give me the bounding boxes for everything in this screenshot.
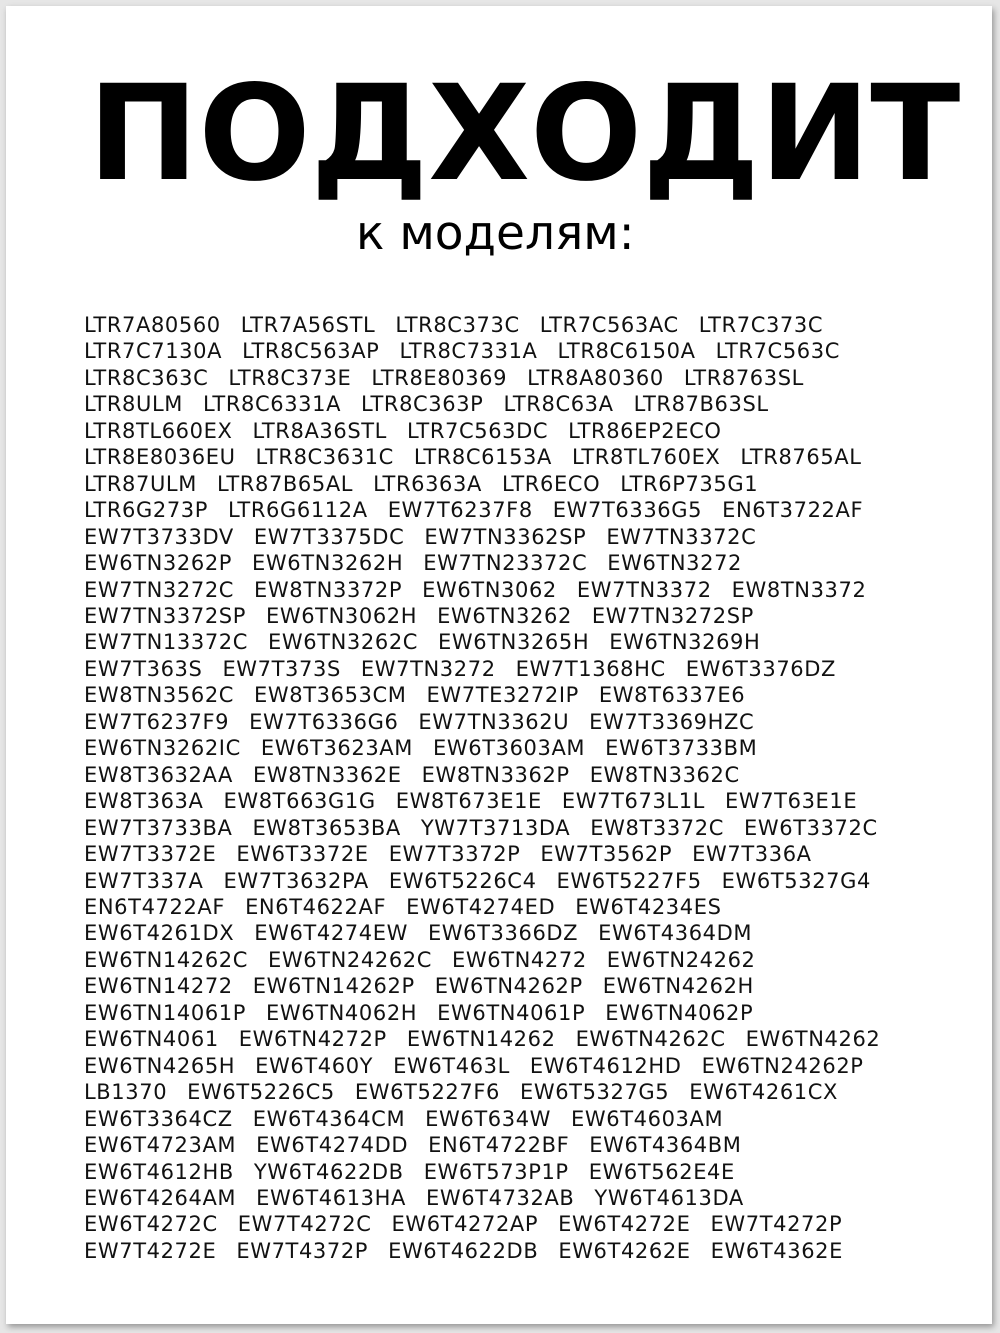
model-code: EW7T3372P	[388, 842, 521, 867]
model-code: EW7TN3362U	[418, 709, 570, 734]
model-code: EW6T634W	[425, 1106, 552, 1131]
model-line	[84, 920, 954, 946]
model-code: EW7T6336G5	[552, 498, 703, 523]
model-line	[84, 391, 954, 417]
model-code: EW6T3603AM	[433, 736, 586, 761]
model-code: EW6TN4262P	[434, 974, 583, 999]
model-code: EW7T4372P	[236, 1238, 369, 1263]
model-code: EW6TN4262	[745, 1027, 881, 1052]
model-line	[84, 338, 954, 364]
model-code: EW6TN4265H	[84, 1053, 236, 1078]
model-code: EW6T4264AM	[84, 1185, 237, 1210]
model-line	[84, 1238, 954, 1264]
model-code: EW7T63E1E	[724, 789, 858, 814]
model-code: EN6T4722AF	[84, 894, 226, 919]
model-code: EW6T3376DZ	[685, 656, 837, 681]
model-code: EW6T4272C	[84, 1212, 218, 1237]
model-code: EW6TN3265H	[438, 630, 590, 655]
model-code: EW8T3372C	[590, 815, 724, 840]
model-code: LTR6G6112A	[228, 498, 368, 523]
model-code: EW7T373S	[222, 656, 341, 681]
model-code: LTR7C373C	[698, 313, 824, 337]
model-code: LTR7C563C	[715, 339, 840, 364]
model-code: EW6T562E4E	[588, 1159, 735, 1184]
model-code: EW8T3653CM	[254, 683, 407, 708]
model-code: EW6TN24262	[606, 947, 756, 972]
model-code: EW7TN3272SP	[591, 603, 754, 628]
model-code: EW7TN3372SP	[84, 603, 246, 628]
model-code: EW6T4364DM	[598, 921, 753, 946]
model-code: EW6TN4262C	[575, 1027, 726, 1052]
model-code: LTR8A36STL	[252, 418, 387, 443]
model-code: EW8TN3372	[731, 577, 867, 602]
model-code: EW6T3364CZ	[84, 1106, 233, 1131]
model-code: EW6T3733BM	[605, 736, 758, 761]
model-code: LTR87B63SL	[633, 392, 769, 417]
model-code: EW6TN14262C	[84, 947, 248, 972]
model-code: EW6TN4062H	[266, 1000, 418, 1025]
model-code: EW6T5226C4	[388, 868, 537, 893]
model-code: YW6T4613DA	[594, 1185, 744, 1210]
model-code: EW6T4274EW	[254, 921, 408, 946]
model-code: EW7T1368HC	[515, 656, 666, 681]
model-code: EW6TN4272	[452, 947, 587, 972]
model-line	[84, 841, 954, 867]
model-code: EW6TN3262IC	[84, 736, 241, 761]
model-line	[84, 973, 954, 999]
model-line	[84, 1079, 954, 1105]
model-code: EW7T3375DC	[253, 524, 405, 549]
model-code: LTR6P735G1	[620, 471, 759, 496]
model-code: LTR7C7130A	[84, 339, 223, 364]
model-line	[84, 418, 954, 444]
model-line	[84, 788, 954, 814]
model-line	[84, 709, 954, 735]
model-code: EW6TN4272P	[238, 1027, 387, 1052]
model-code: EW6TN3262	[437, 603, 572, 628]
model-code: EW6T4732AB	[425, 1185, 575, 1210]
model-code: LTR8C363C	[84, 365, 209, 390]
model-code: EW7T3733BA	[84, 815, 233, 840]
model-code: LTR8C373C	[395, 313, 520, 337]
model-code: LTR86EP2ECO	[568, 418, 722, 443]
model-code: EW6TN14061P	[84, 1000, 246, 1025]
model-code: EW7TN3372C	[606, 524, 757, 549]
model-code: EW6T4364CM	[252, 1106, 406, 1131]
model-code: LTR8C63A	[503, 392, 614, 417]
model-code: LTR8TL660EX	[84, 418, 233, 443]
model-code: LTR7C563DC	[407, 418, 549, 443]
model-code: EW6TN3262C	[268, 630, 419, 655]
model-code: EW6T460Y	[255, 1053, 374, 1078]
model-code: EW6T4603AM	[571, 1106, 724, 1131]
model-code: LTR6ECO	[501, 471, 601, 496]
model-line	[84, 1185, 954, 1211]
model-line	[84, 524, 954, 550]
model-line	[84, 762, 954, 788]
model-code: EW6TN3062H	[265, 603, 418, 628]
model-code: EW8TN3362E	[252, 762, 402, 787]
model-code: EW8TN3362C	[589, 762, 740, 787]
model-line	[84, 497, 954, 523]
model-code: EW6T463L	[393, 1053, 510, 1078]
model-code: LTR8TL760EX	[571, 445, 721, 470]
model-code: EW6TN3269H	[609, 630, 761, 655]
model-code: LTR8ULM	[84, 392, 183, 417]
model-code: EW6TN14262	[406, 1027, 556, 1052]
model-code: EW6T3372C	[744, 815, 878, 840]
model-code: EW6TN3062	[422, 577, 557, 602]
model-code: EW6T4262E	[558, 1238, 691, 1263]
model-code: EW6T4261DX	[84, 921, 235, 946]
model-code: EW8T363A	[84, 789, 204, 814]
model-code: EW6T4612HB	[84, 1159, 234, 1184]
model-code: EW6T4234ES	[575, 894, 722, 919]
model-line	[84, 947, 954, 973]
model-code: LTR8C363P	[361, 392, 484, 417]
model-code: EW7TN3362SP	[424, 524, 587, 549]
model-code: LTR7A80560	[84, 313, 221, 337]
model-code: EW6T5327G5	[519, 1080, 670, 1105]
model-code: LTR87ULM	[84, 471, 197, 496]
model-code: EW6TN14262P	[252, 974, 415, 999]
model-line	[84, 1026, 954, 1052]
model-code: EW6T4723AM	[84, 1133, 237, 1158]
model-line	[84, 550, 954, 576]
model-code: EW6T4272AP	[391, 1212, 539, 1237]
model-code: EW7T673L1L	[561, 789, 705, 814]
model-line	[84, 1000, 954, 1026]
model-code: EW7TN13372C	[84, 630, 248, 655]
model-code: EW8T6337E6	[598, 683, 746, 708]
model-code: LTR8C373E	[228, 365, 352, 390]
model-code: LTR6363A	[373, 471, 482, 496]
model-code: LTR8E80369	[371, 365, 508, 390]
model-code: EW6T4362E	[710, 1238, 844, 1263]
model-line	[84, 1211, 954, 1237]
model-line	[84, 868, 954, 894]
model-line	[84, 471, 954, 497]
model-code: EW7TN3272	[360, 656, 496, 681]
model-code: EW6TN14272	[84, 974, 233, 999]
model-code: EW6TN3262P	[84, 551, 233, 576]
model-line	[84, 656, 954, 682]
model-code: EW7T3562P	[540, 842, 673, 867]
model-code: EW6TN4061	[84, 1027, 219, 1052]
model-code: EW8T3632AA	[84, 762, 233, 787]
model-code: EW7TE3272IP	[426, 683, 579, 708]
model-code: EN6T4622AF	[245, 894, 387, 919]
model-code: EW8T663G1G	[223, 789, 376, 814]
model-code: EW8TN3562C	[84, 683, 235, 708]
model-code: LTR8C6153A	[413, 445, 552, 470]
model-code: EW6TN24262C	[268, 947, 432, 972]
model-code: EW6T4613HA	[256, 1185, 406, 1210]
product-info-card	[6, 6, 992, 1324]
model-line	[84, 312, 954, 338]
model-line	[84, 682, 954, 708]
model-code: EW7T3369HZC	[589, 709, 755, 734]
model-code: EW8T673E1E	[395, 789, 542, 814]
model-code: LTR7A56STL	[240, 313, 376, 337]
model-code: LTR8C6150A	[557, 339, 696, 364]
model-code: EW6T3372E	[236, 842, 369, 867]
model-line	[84, 629, 954, 655]
model-code: LTR7C563AC	[539, 313, 679, 337]
model-line	[84, 735, 954, 761]
model-code: LTR8763SL	[683, 365, 804, 390]
model-line	[84, 1132, 954, 1158]
model-code: EW7T4272E	[84, 1238, 217, 1263]
model-code: LTR6G273P	[84, 498, 209, 523]
model-code: EW7TN3272C	[84, 577, 235, 602]
model-code: EW6T573P1P	[423, 1159, 569, 1184]
model-code: EW8T3653BA	[252, 815, 401, 840]
model-line	[84, 1106, 954, 1132]
model-code: EW7TN23372C	[423, 551, 588, 576]
model-line	[84, 444, 954, 470]
model-code: EW6T3366DZ	[427, 921, 579, 946]
model-code: EW7T337A	[84, 868, 204, 893]
model-code: EW6T4272E	[558, 1212, 691, 1237]
model-code: EW7T3632PA	[223, 868, 369, 893]
model-code: EW6TN3272	[607, 551, 742, 576]
model-code: EW6T4274ED	[406, 894, 556, 919]
model-code: EW7T6336G6	[249, 709, 399, 734]
model-line	[84, 815, 954, 841]
model-line	[84, 365, 954, 391]
model-code: EW6T4274DD	[256, 1133, 409, 1158]
model-code: EW7T6237F8	[387, 498, 533, 523]
model-line	[84, 894, 954, 920]
model-line	[84, 603, 954, 629]
model-code: EW6TN4262H	[602, 974, 754, 999]
model-code: EW6TN4062P	[605, 1000, 754, 1025]
model-code: EW6T4261CX	[689, 1080, 838, 1105]
model-code: EN6T4722BF	[428, 1133, 570, 1158]
model-code: LTR8C3631C	[255, 445, 394, 470]
model-code: LTR8C7331A	[399, 339, 538, 364]
model-code: EW6T4364BM	[589, 1133, 742, 1158]
page-title: ПОДХОДИТ	[88, 57, 961, 211]
model-code: EW6T3623AM	[260, 736, 413, 761]
model-code: EW8TN3372P	[254, 577, 403, 602]
model-code: EW6T5227F6	[354, 1080, 500, 1105]
model-code: EW6T5226C5	[187, 1080, 335, 1105]
model-code: EW6T5327G4	[721, 868, 871, 893]
model-code: EW7T4272C	[237, 1212, 372, 1237]
model-code: EW7T336A	[692, 842, 812, 867]
model-code: LB1370	[84, 1080, 168, 1105]
model-code: EW7T3372E	[84, 842, 217, 867]
model-code: EW7T3733DV	[84, 524, 234, 549]
model-code: EW6T4612HD	[529, 1053, 682, 1078]
model-code: EW7T6237F9	[84, 709, 230, 734]
model-code: LTR8A80360	[527, 365, 664, 390]
model-code: EW7T363S	[84, 656, 203, 681]
model-code: EW7TN3372	[576, 577, 712, 602]
model-line	[84, 1053, 954, 1079]
model-code: YW7T3713DA	[420, 815, 571, 840]
model-code: EW6T5227F5	[556, 868, 702, 893]
model-line	[84, 1159, 954, 1185]
model-code: EW6TN3262H	[252, 551, 404, 576]
model-code: EW6TN24262P	[701, 1053, 864, 1078]
model-code: EN6T3722AF	[722, 498, 864, 523]
compatible-models-list	[84, 312, 954, 1264]
model-code: EW8TN3362P	[421, 762, 570, 787]
model-code: EW6TN4061P	[437, 1000, 586, 1025]
model-code: EW6T4622DB	[388, 1238, 539, 1263]
model-code: LTR8765AL	[740, 445, 862, 470]
page-subtitle: к моделям:	[356, 206, 635, 261]
model-line	[84, 577, 954, 603]
model-code: LTR8C6331A	[202, 392, 342, 417]
model-code: LTR8E8036EU	[84, 445, 236, 470]
model-code: YW6T4622DB	[253, 1159, 404, 1184]
model-code: LTR8C563AP	[242, 339, 380, 364]
model-code: EW7T4272P	[710, 1212, 843, 1237]
model-code: LTR87B65AL	[216, 471, 354, 496]
